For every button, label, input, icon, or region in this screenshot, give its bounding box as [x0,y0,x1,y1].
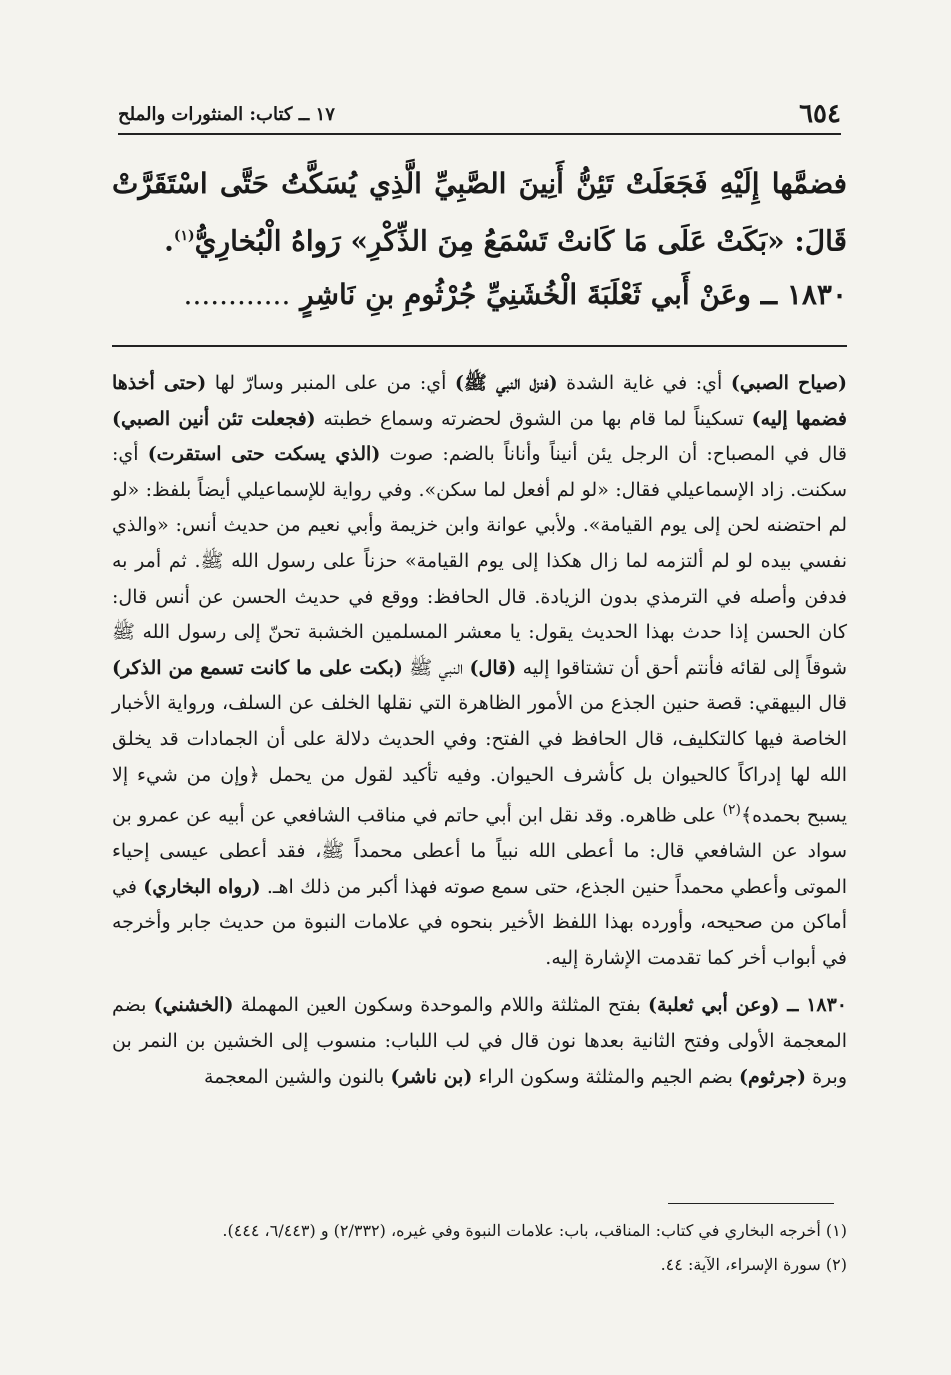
term: ١٨٣٠ ــ (وعن أبي ثعلبة) [647,994,848,1017]
page-number: ٦٥٤ [799,99,841,129]
page-header [118,93,841,129]
term: (رواه البخاري) [143,875,261,898]
term: (بن ناشر) [390,1065,473,1088]
footnote-1: (١) أخرجه البخاري في كتاب: المناقب، باب: علامات النبوة وفي غيره، (٢/٣٣٢) و (٦/٤٤٣، ٤٤٤). [222,1221,847,1240]
term: (حتى أخذها فضمها إليه) [112,372,847,430]
commentary-paragraph-1 [112,366,847,976]
continuation-dots: ............ [183,278,291,312]
text: بضم الجيم والمثلثة وسكون الراء [472,1065,739,1088]
footnotes [112,1214,847,1282]
hadith-end: . [164,224,174,258]
text: في أماكن من صحيحه، وأورده بهذا اللفظ الأخير بنحوه في علامات النبوة من حديث جابر وأخرجه في أبواب أخر كما تقدمت الإشارة إليه. [112,875,847,969]
term: (الخشني) [153,994,234,1017]
text: بفتح المثلثة واللام والموحدة وسكون العين المهملة [233,994,648,1017]
text: أي: في غاية الشدة [557,372,731,394]
text: قال البيهقي: قصة حنين الجذع من الأمور الظاهرة التي نقلها الخلف عن السلف، ورواية الأخبار الخاصة فيها كالتكليف، قال الحافظ في الفتح: وفي الحديث دلالة على أن الجمادات قد يخلق الله لها إدراكاً كالحيوان بل كأشرف الحيوان. وفيه تأكيد لقول من يحمل ﴿وإن من شيء إلا يسبح بحمده﴾ [112,692,847,827]
text: أي: من على المنبر وسارّ لها [206,372,455,394]
text: على ظاهره. وقد نقل ابن أبي حاتم في مناقب الشافعي عن أبيه عن عمرو بن سواد عن الشافعي قال: ما أعطى الله نبياً ما أعطى محمداً ﷺ، فقد أعطى عيسى إحياء الموتى وأعطي محمداً حنين الجذع، حتى سمع صوته فهذا أكبر من ذلك اهـ. [112,804,847,898]
footnote-ref-1[interactable]: (١) [173,228,195,244]
running-title: ١٧ ــ كتاب: المنثورات والملح [118,104,335,125]
section-divider [112,345,847,347]
term: (بكت على ما كانت تسمع من الذكر) [112,656,403,679]
text: بالنون والشين المعجمة [203,1065,391,1088]
term: (جرثوم) [738,1065,807,1088]
text: تسكيناً لما قام بها من الشوق لحضرته وسماع خطبته [315,407,752,430]
footnote-ref-2[interactable]: (٢) [722,802,741,819]
next-hadith [112,269,847,321]
text: النبي ﷺ [402,656,470,679]
footnote-2: (٢) سورة الإسراء، الآية: ٤٤. [660,1255,847,1274]
hadith-body [112,158,847,267]
next-hadith-text: وعَنْ أَبي ثَعْلَبَةَ الْخُشَنِيِّ جُرْثُومِ بنِ نَاشِرٍ [300,278,751,312]
text: بضم المعجمة الأولى وفتح الثانية بعدها نون قال في لب اللباب: منسوب إلى الخشين بن النمر بن وبرة [112,994,847,1088]
term: (صياح الصبي) [730,372,847,394]
hadith-text [112,158,847,321]
term: (فنزل النبي ﷺ) [454,372,558,394]
text: أي: سكنت. زاد الإسماعيلي فقال: «لو لم أفعل لما سكن». وفي رواية للإسماعيلي أيضاً بلفظ: «لو لم احتضنه لحن إلى يوم القيامة». ولأبي عوانة وابن خزيمة وأبي نعيم من حديث أنس: «والذي نفسي بيده لو لم ألتزمه لما زال هكذا إلى يوم القيامة» حزناً على رسول الله ﷺ. ثم أمر به فدفن وأصله في الترمذي بدون الزيادة. قال الحافظ: ووقع في حديث الحسن عن أنس قال: كان الحسن إذا حدث بهذا الحديث يقول: يا معشر المسلمين الخشبة تحنّ إلى رسول الله ﷺ شوقاً إلى لقائه فأنتم أحق أن تشتاقوا إليه [112,443,847,679]
term: (قال) [469,656,517,679]
term: (الذي يسكت حتى استقرت) [147,443,381,466]
term: (فجعلت تئن أنين الصبي) [112,407,316,430]
commentary-paragraph-2 [112,988,847,1095]
footnote-divider [668,1203,834,1204]
header-divider [118,133,841,135]
next-hadith-number: ١٨٣٠ ــ [760,278,847,312]
hadith-main: فضمَّها إِلَيْهِ فَجَعَلَتْ تَئِنُّ أَنِينَ الصَّبِيِّ الَّذِي يُسَكَّتُ حَتَّى اسْتَقَرَّتْ قَالَ: «بَكَتْ عَلَى مَا كَانتْ تَسْمَعُ مِنَ الذِّكْرِ» رَواهُ الْبُخارِيُّ [112,167,847,258]
commentary [112,366,847,1095]
text: قال في المصباح: أن الرجل يئن أنيناً وأناناً بالضم: صوت [380,443,847,466]
